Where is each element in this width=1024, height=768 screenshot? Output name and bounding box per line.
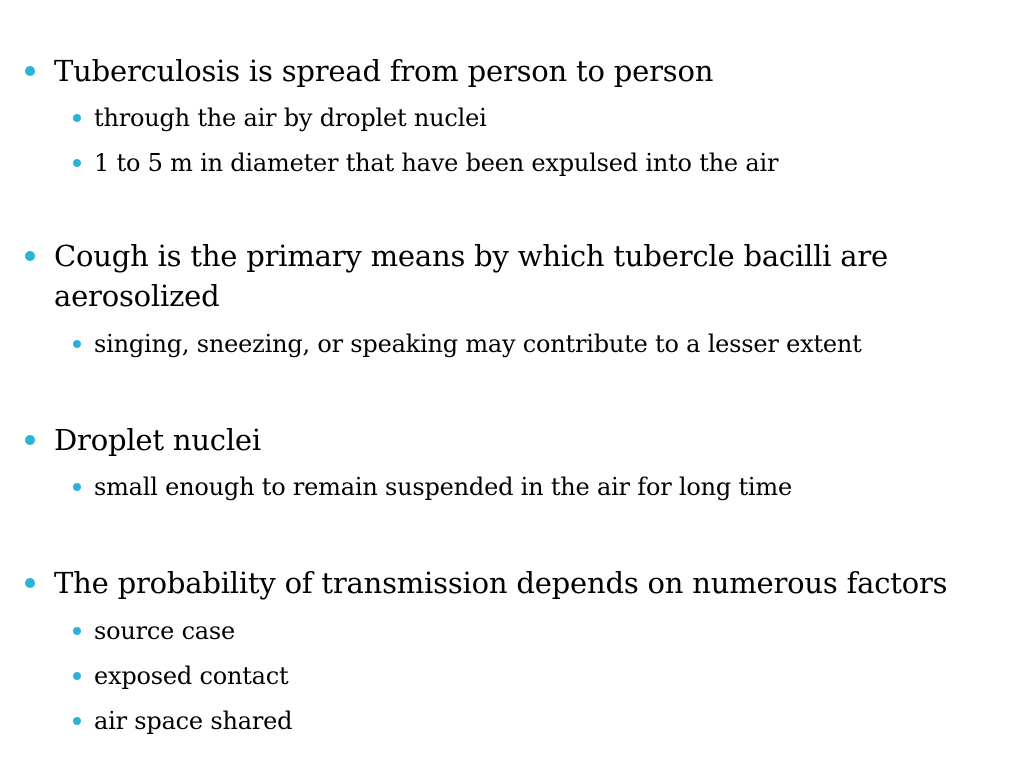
bullet-dot-icon bbox=[25, 435, 35, 445]
bullet-dot-icon bbox=[25, 578, 35, 588]
main-bullet-cough-line2: aerosolized bbox=[54, 279, 220, 313]
bullet-dot-icon bbox=[25, 251, 35, 261]
main-bullet-probability-transmission: The probability of transmission depends on numerous factors bbox=[54, 566, 948, 600]
sub-bullet-diameter: 1 to 5 m in diameter that have been expulsed into the air bbox=[94, 149, 779, 177]
main-bullet-tuberculosis-spread: Tuberculosis is spread from person to person bbox=[54, 54, 714, 88]
sub-bullet-exposed-contact: exposed contact bbox=[94, 662, 289, 690]
bullet-dot-icon bbox=[73, 483, 81, 491]
main-bullet-cough-line1: Cough is the primary means by which tubercle bacilli are bbox=[54, 239, 888, 273]
sub-bullet-droplet-nuclei-air: through the air by droplet nuclei bbox=[94, 104, 487, 132]
bullet-dot-icon bbox=[73, 627, 81, 635]
bullet-dot-icon bbox=[73, 114, 81, 122]
bullet-dot-icon bbox=[73, 340, 81, 348]
main-bullet-droplet-nuclei: Droplet nuclei bbox=[54, 423, 261, 457]
sub-bullet-suspended: small enough to remain suspended in the air for long time bbox=[94, 473, 792, 501]
sub-bullet-singing-sneezing: singing, sneezing, or speaking may contribute to a lesser extent bbox=[94, 330, 862, 358]
sub-bullet-source-case: source case bbox=[94, 617, 236, 645]
bullet-dot-icon bbox=[73, 717, 81, 725]
sub-bullet-air-space-shared: air space shared bbox=[94, 707, 293, 735]
bullet-dot-icon bbox=[73, 672, 81, 680]
bullet-dot-icon bbox=[73, 159, 81, 167]
bullet-dot-icon bbox=[25, 66, 35, 76]
